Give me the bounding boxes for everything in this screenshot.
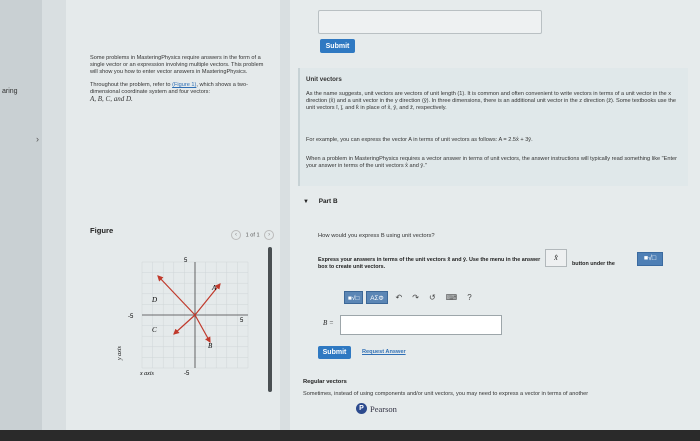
- intro-p2-before: Throughout the problem, refer to: [90, 82, 173, 88]
- unit-vector-button[interactable]: x̂: [545, 249, 567, 267]
- unit-vectors-heading: Unit vectors: [306, 76, 342, 83]
- collapse-caret-icon[interactable]: ▼: [303, 199, 309, 205]
- unit-vectors-paragraph-3: When a problem in MasteringPhysics requires a vector answer in terms of unit vectors, the answer instructions will typically read something like "Enter your answer in terms of the unit vectors x̂ and ŷ.": [306, 156, 678, 169]
- intro-paragraph-1: Some problems in MasteringPhysics require answers in the form of a single vector or an expression involving multiple vectors. This problem will show you how to enter vector answers in MasteringPhysics.: [90, 55, 264, 75]
- unit-vectors-box: [298, 68, 688, 186]
- unit-vectors-paragraph-1: As the name suggests, unit vectors are vectors of unit length (1). It is common and often convenient to write vectors in terms of a unit vector in the x direction (x̂) and a unit vector in the y direction (ŷ). In three dimensions, there is an additional unit vector in the z direction (ẑ). Some textbooks use the unit vectors î, ĵ, and k̂ in place of x̂, ŷ, and ẑ, respectively.: [306, 91, 676, 111]
- redo-icon[interactable]: ↷: [412, 292, 419, 302]
- vector-list: A, B, C, and D.: [90, 95, 133, 103]
- right-panel: [290, 0, 700, 441]
- label-b: B: [208, 342, 213, 350]
- vector-b: [195, 315, 210, 342]
- figure-count: 1 of 1: [245, 232, 260, 239]
- figure-graph: [112, 250, 264, 380]
- chevron-right-icon[interactable]: ›: [36, 134, 39, 144]
- instructions-continued: button under the: [572, 261, 615, 267]
- submit-button-part-b[interactable]: Submit: [318, 346, 351, 359]
- vector-d: [158, 276, 195, 315]
- previous-answer-box[interactable]: [318, 10, 542, 34]
- intro-p2-after: , which shows a two-dimensional coordinate system and four vectors:: [90, 82, 248, 95]
- pearson-p-icon: P: [356, 403, 367, 414]
- figure-nav: [228, 230, 277, 240]
- label-d: D: [152, 296, 158, 304]
- label-c: C: [152, 326, 157, 334]
- help-icon[interactable]: ?: [467, 292, 472, 302]
- tick-left: -5: [128, 314, 134, 320]
- request-answer-link[interactable]: Request Answer: [362, 349, 406, 355]
- tick-bottom: -5: [184, 371, 190, 377]
- keyboard-icon[interactable]: ⌨: [445, 292, 458, 302]
- tick-right: 5: [240, 318, 244, 324]
- answer-input[interactable]: [340, 315, 502, 335]
- intro-text: [90, 55, 272, 110]
- submit-button-part-a[interactable]: Submit: [320, 39, 355, 53]
- bottom-bezel: [0, 430, 700, 441]
- undo-icon[interactable]: ↶: [395, 292, 403, 302]
- prev-figure-icon[interactable]: ‹: [231, 230, 241, 240]
- templates-menu-button[interactable]: ■√□: [344, 291, 363, 304]
- next-figure-icon[interactable]: ›: [264, 230, 274, 240]
- figure-link[interactable]: (Figure 1): [172, 82, 197, 88]
- pearson-logo: [356, 403, 397, 414]
- part-b-header[interactable]: [303, 198, 338, 205]
- y-axis-label: y axis: [117, 346, 123, 360]
- left-edge-text: aring: [2, 88, 18, 95]
- tick-top: 5: [184, 258, 188, 264]
- regular-vectors-text: Sometimes, instead of using components and/or unit vectors, you may need to express a vector in terms of another: [303, 391, 589, 397]
- unit-vectors-example: For example, you can express the vector A in terms of unit vectors as follows: A = 2.5x̂ + 3ŷ.: [306, 137, 533, 143]
- pearson-brand: Pearson: [370, 403, 397, 414]
- x-axis-label: x axis: [140, 371, 154, 377]
- part-b-question: How would you express B using unit vectors?: [318, 233, 435, 239]
- label-a: A: [212, 284, 217, 292]
- greek-symbols-button[interactable]: ΑΣΦ: [366, 291, 387, 304]
- coordinate-plot: [112, 250, 264, 380]
- answer-instructions: Express your answers in terms of the unit vectors x̂ and ŷ. Use the menu in the answer box to create unit vectors.: [318, 257, 541, 270]
- figure-scrollbar[interactable]: [268, 247, 272, 392]
- answer-label: B =: [323, 319, 334, 327]
- regular-vectors-heading: Regular vectors: [303, 379, 347, 385]
- reset-icon[interactable]: ↺: [428, 292, 436, 302]
- part-b-title: Part B: [318, 198, 338, 205]
- answer-toolbar: [344, 289, 502, 305]
- templates-button[interactable]: ■√□: [637, 252, 663, 266]
- figure-label: Figure: [90, 226, 114, 235]
- intro-paragraph-2: [90, 82, 272, 104]
- left-edge-panel: [0, 0, 42, 441]
